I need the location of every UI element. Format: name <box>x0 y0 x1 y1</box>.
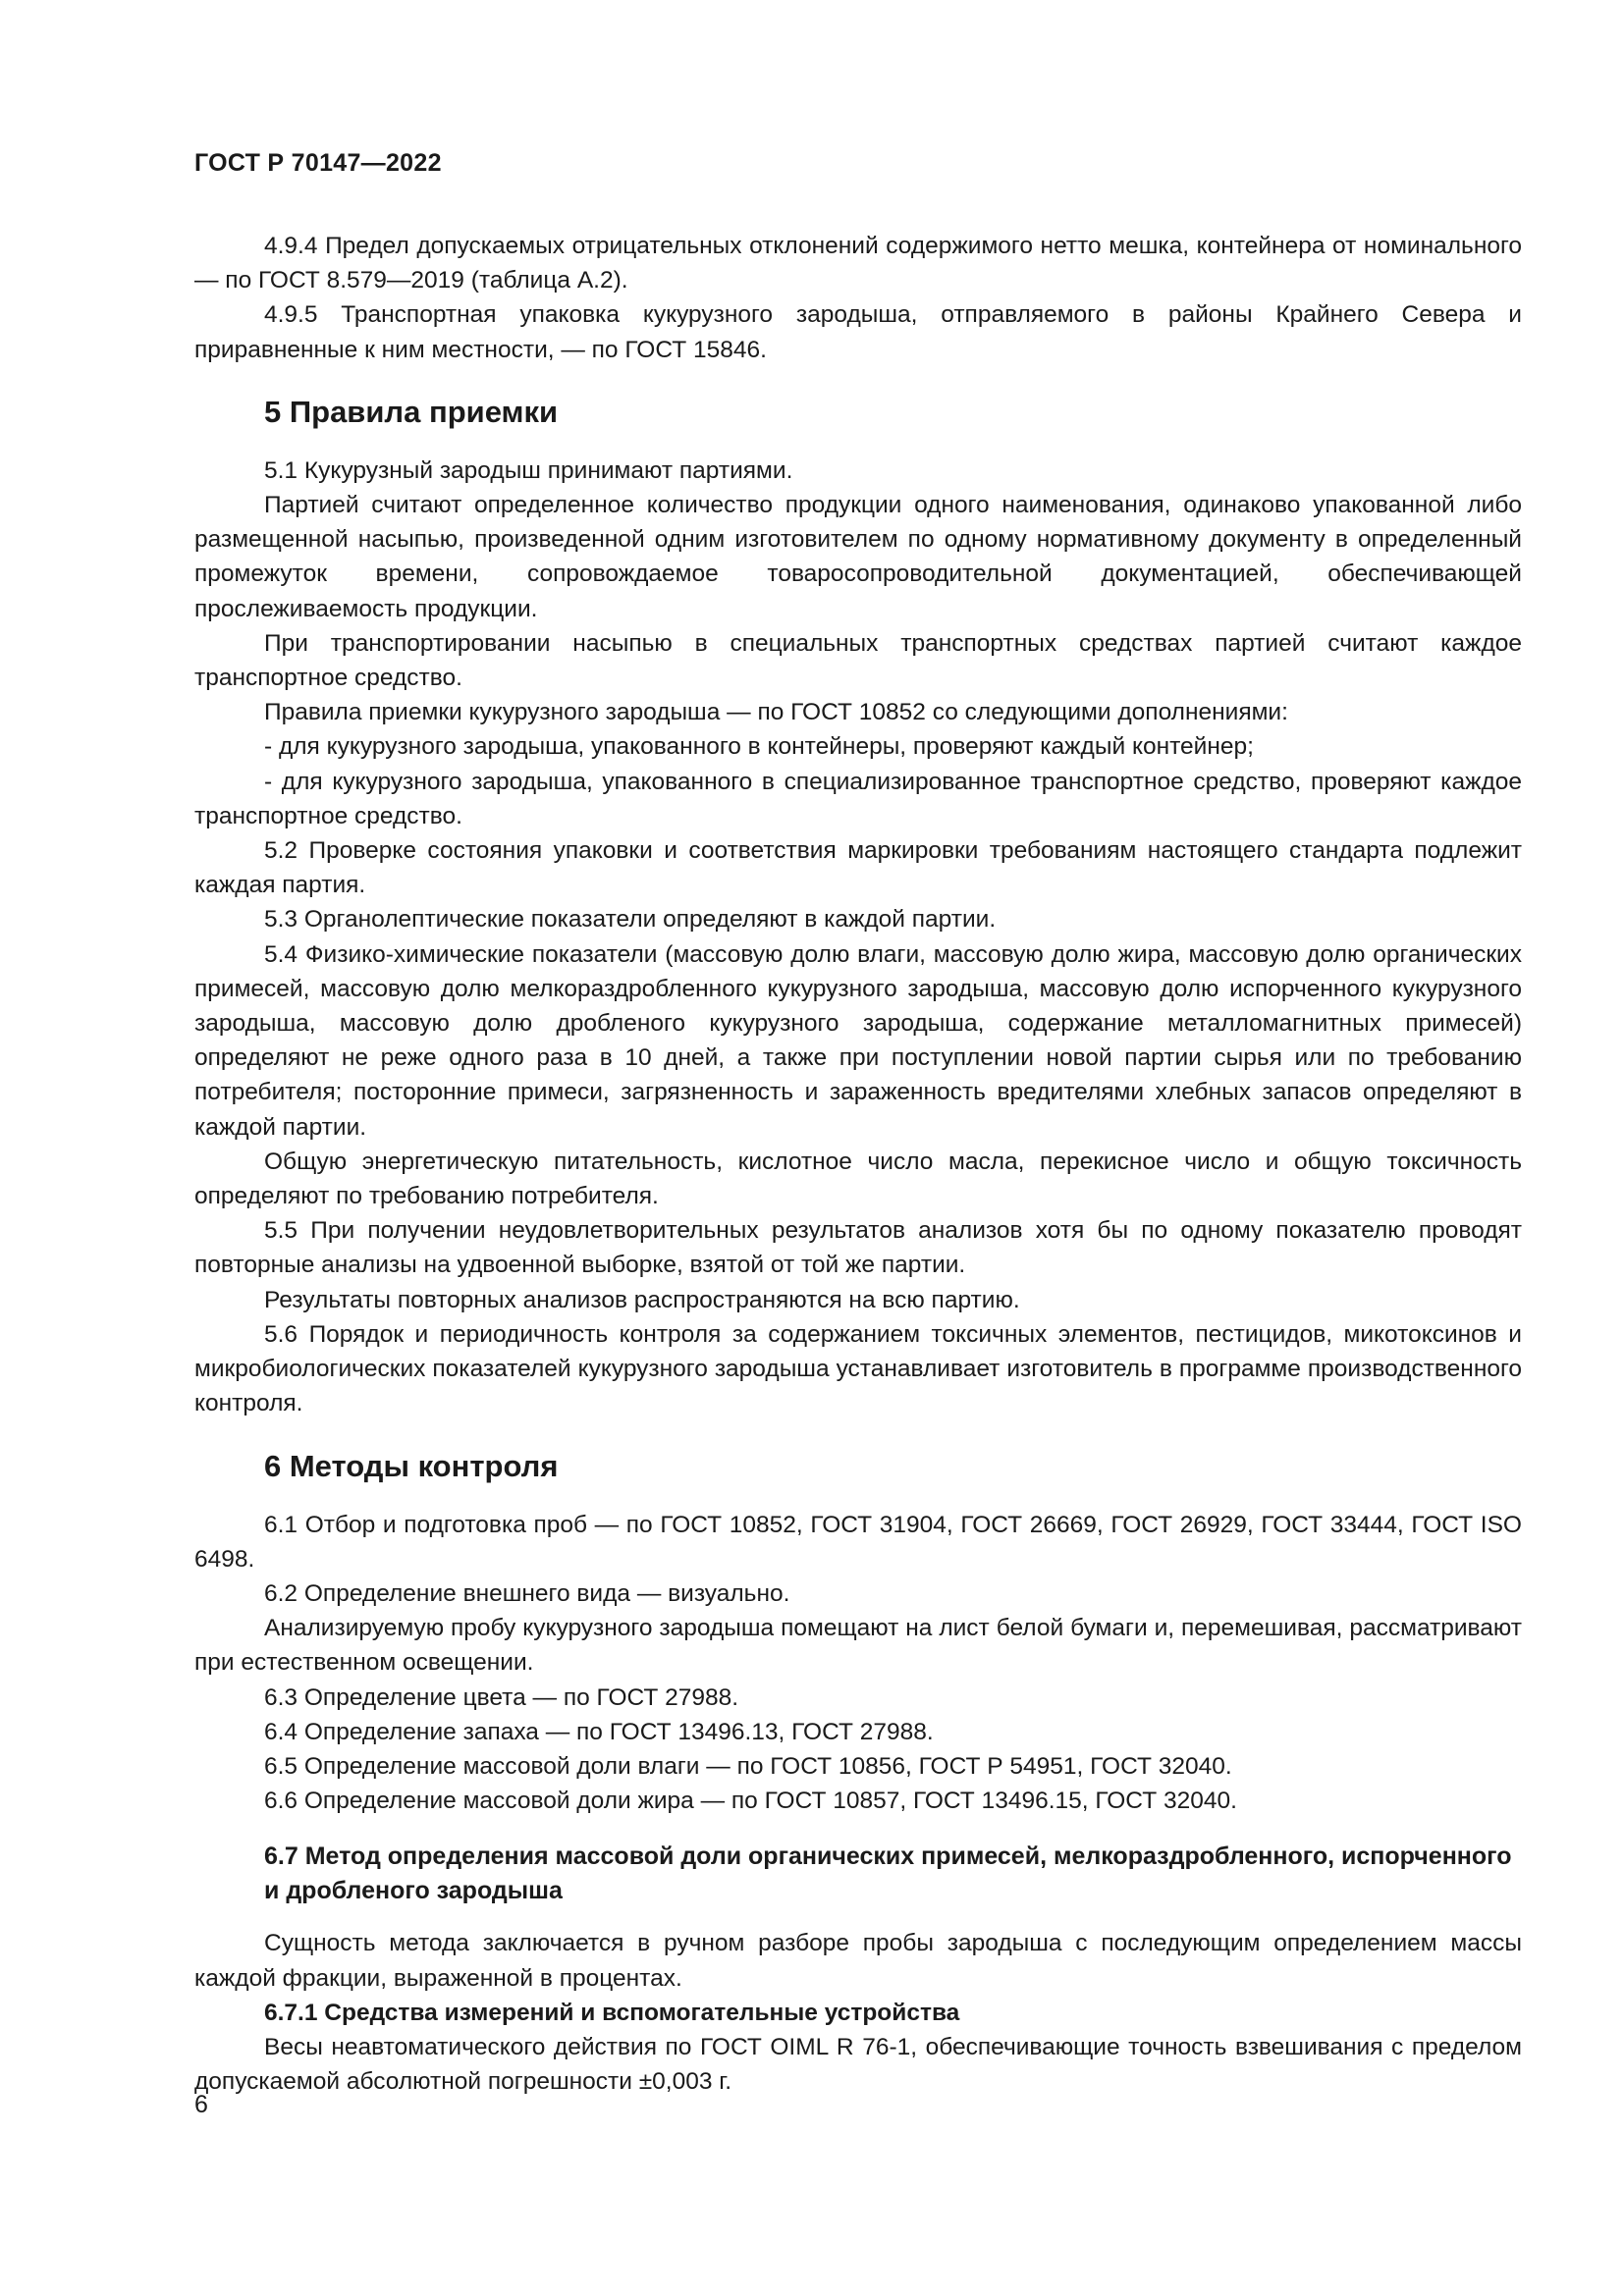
paragraph: 5.4 Физико-химические показатели (массовую долю влаги, массовую долю жира, массовую долю органических примесей, массовую долю мелкораздробленного кукурузного зародыша, массовую долю испорченного кукурузного зародыша, массовую долю дробленого кукурузного зародыша, содержание металломагнитных примесей) определяют не реже одного раза в 10 дней, а также при поступлении новой партии сырья или по требованию потребителя; посторонние примеси, загрязненность и зараженность вредителями хлебных запасов определяют в каждой партии. <box>194 940 1522 1141</box>
paragraph: Анализируемую пробу кукурузного зародыша помещают на лист белой бумаги и, перемешивая, рассматривают при естественном освещении. <box>194 1615 1522 1677</box>
paragraph: 5.5 При получении неудовлетворительных результатов анализов хотя бы по одному показателю проводят повторные анализы на удвоенной выборке, взятой от той же партии. <box>194 1217 1522 1279</box>
paragraph-4-9-4: 4.9.4 Предел допускаемых отрицательных отклонений содержимого нетто мешка, контейнера от номинального — по ГОСТ 8.579—2019 (таблица А.2). <box>194 233 1522 294</box>
paragraph: Общую энергетическую питательность, кислотное число масла, перекисное число и общую токсичность определяют по требованию потребителя. <box>194 1148 1522 1210</box>
paragraph: Сущность метода заключается в ручном разборе пробы зародыша с последующим определением массы каждой фракции, выраженной в процентах. <box>194 1930 1522 1992</box>
section-6-title: 6 Методы контроля <box>264 1448 559 1483</box>
subsection-6-7-1-title: 6.7.1 Средства измерений и вспомогательные устройства <box>264 1999 960 2026</box>
subsection-6-7-title: 6.7 Метод определения массовой доли органических примесей, мелкораздробленного, испорченного и дробленого зародыша <box>264 1842 1512 1905</box>
paragraph: 6.5 Определение массовой доли влаги — по ГОСТ 10856, ГОСТ Р 54951, ГОСТ 32040. <box>264 1752 1232 1780</box>
page-number: 6 <box>194 2091 208 2118</box>
paragraph: 6.3 Определение цвета — по ГОСТ 27988. <box>264 1683 739 1711</box>
section-5-title: 5 Правила приемки <box>264 394 559 429</box>
running-header: ГОСТ Р 70147—2022 <box>194 149 442 177</box>
paragraph: 5.3 Органолептические показатели определяют в каждой партии. <box>264 906 997 934</box>
paragraph: 5.1 Кукурузный зародыш принимают партиями. <box>264 456 793 484</box>
paragraph: 5.6 Порядок и периодичность контроля за содержанием токсичных элементов, пестицидов, микотоксинов и микробиологических показателей кукурузного зародыша устанавливает изготовитель в программе производственного контроля. <box>194 1320 1522 1417</box>
paragraph: 6.4 Определение запаха — по ГОСТ 13496.13, ГОСТ 27988. <box>264 1718 934 1745</box>
paragraph: При транспортировании насыпью в специальных транспортных средствах партией считают каждое транспортное средство. <box>194 629 1522 692</box>
paragraph: 6.2 Определение внешнего вида — визуально. <box>264 1579 790 1607</box>
paragraph: Весы неавтоматического действия по ГОСТ OIML R 76-1, обеспечивающие точность взвешивания с пределом допускаемой абсолютной погрешности ±0,003 г. <box>194 2033 1522 2096</box>
paragraph: Результаты повторных анализов распространяются на всю партию. <box>264 1286 1020 1313</box>
body-text <box>194 229 1522 2099</box>
paragraph: 6.1 Отбор и подготовка проб — по ГОСТ 10852, ГОСТ 31904, ГОСТ 26669, ГОСТ 26929, ГОСТ 33444, ГОСТ ISO 6498. <box>194 1511 1522 1573</box>
list-item: - для кукурузного зародыша, упакованного в контейнеры, проверяют каждый контейнер; <box>264 733 1254 761</box>
paragraph: Правила приемки кукурузного зародыша — по ГОСТ 10852 со следующими дополнениями: <box>264 699 1288 726</box>
paragraph-4-9-5: 4.9.5 Транспортная упаковка кукурузного зародыша, отправляемого в районы Крайнего Севера и приравненные к ним местности, — по ГОСТ 15846. <box>194 301 1522 363</box>
list-item: - для кукурузного зародыша, упакованного в специализированное транспортное средство, проверяют каждое транспортное средство. <box>194 768 1522 829</box>
paragraph: 6.6 Определение массовой доли жира — по ГОСТ 10857, ГОСТ 13496.15, ГОСТ 32040. <box>264 1788 1237 1815</box>
paragraph: Партией считают определенное количество продукции одного наименования, одинаково упакованной либо размещенной насыпью, произведенной одним изготовителем по одному нормативному документу в определенный промежуток времени, сопровождаемое товаросопроводительной документацией, обеспечивающей прослеживаемость продукции. <box>194 492 1522 622</box>
paragraph: 5.2 Проверке состояния упаковки и соответствия маркировки требованиям настоящего стандарта подлежит каждая партия. <box>194 837 1522 899</box>
